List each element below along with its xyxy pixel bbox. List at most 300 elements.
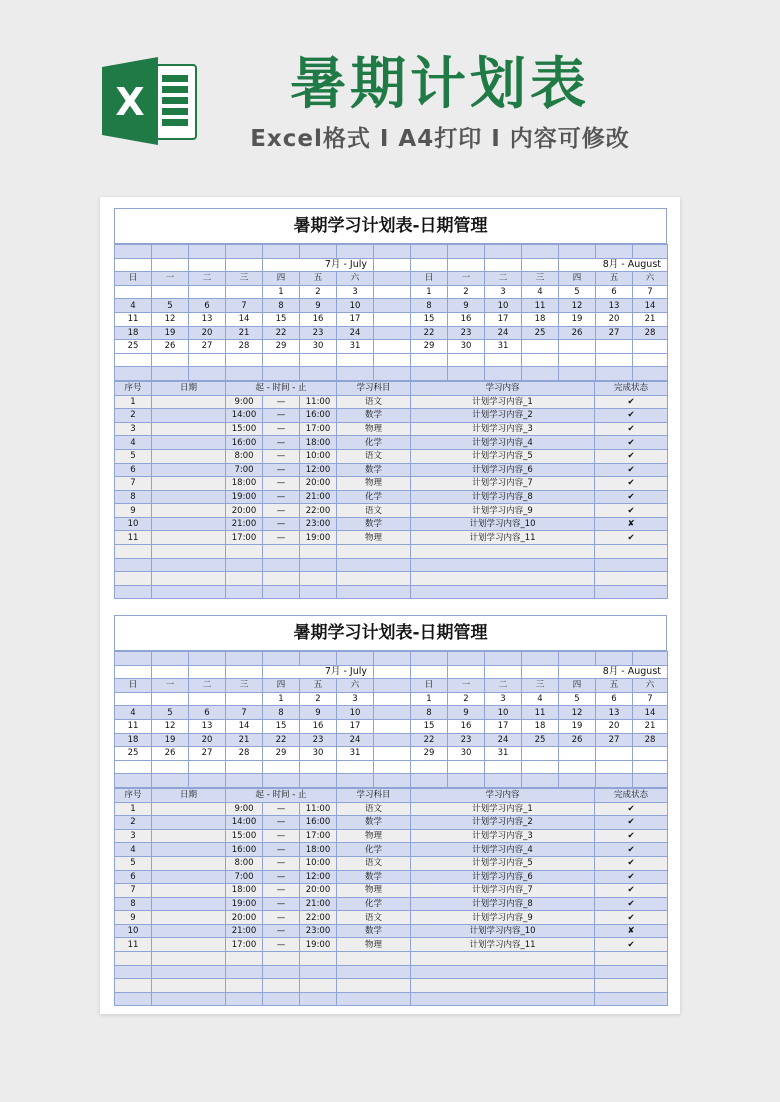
weekday-cell[interactable]: 五 xyxy=(300,272,337,286)
empty-cell[interactable] xyxy=(559,760,596,774)
start-time-cell[interactable]: 21:00 xyxy=(226,924,263,938)
empty-cell[interactable] xyxy=(115,558,152,572)
day-cell[interactable]: 19 xyxy=(152,326,189,340)
day-cell[interactable]: 18 xyxy=(522,719,559,733)
end-time-cell[interactable]: 23:00 xyxy=(300,517,337,531)
weekday-cell[interactable]: 日 xyxy=(115,679,152,693)
weekday-cell[interactable]: 三 xyxy=(522,679,559,693)
start-time-cell[interactable]: 16:00 xyxy=(226,436,263,450)
empty-cell[interactable] xyxy=(559,367,596,381)
empty-cell[interactable] xyxy=(152,760,189,774)
empty-cell[interactable] xyxy=(300,774,337,788)
empty-cell[interactable] xyxy=(448,774,485,788)
date-cell[interactable] xyxy=(152,422,226,436)
day-cell[interactable]: 27 xyxy=(596,326,633,340)
day-cell[interactable]: 5 xyxy=(559,285,596,299)
empty-cell[interactable] xyxy=(189,652,226,666)
empty-cell[interactable] xyxy=(263,652,300,666)
empty-cell[interactable] xyxy=(226,652,263,666)
day-cell[interactable]: 28 xyxy=(226,340,263,354)
empty-cell[interactable] xyxy=(152,774,189,788)
row-number[interactable]: 10 xyxy=(115,517,152,531)
status-cell[interactable]: ✔ xyxy=(595,531,668,545)
row-number[interactable]: 4 xyxy=(115,436,152,450)
weekday-cell[interactable]: 二 xyxy=(485,272,522,286)
end-time-cell[interactable]: 16:00 xyxy=(300,816,337,830)
day-cell[interactable]: 5 xyxy=(152,299,189,313)
time-separator[interactable]: — xyxy=(263,422,300,436)
date-cell[interactable] xyxy=(152,477,226,491)
day-cell[interactable]: 24 xyxy=(485,733,522,747)
day-cell[interactable]: 16 xyxy=(300,719,337,733)
day-cell[interactable]: 21 xyxy=(633,719,668,733)
day-cell[interactable]: 8 xyxy=(263,706,300,720)
empty-cell[interactable] xyxy=(559,353,596,367)
header-status[interactable]: 完成状态 xyxy=(595,381,668,395)
day-cell[interactable]: 30 xyxy=(300,747,337,761)
status-cell[interactable]: ✔ xyxy=(595,490,668,504)
empty-cell[interactable] xyxy=(337,245,374,259)
empty-cell[interactable] xyxy=(115,367,152,381)
day-cell[interactable]: 1 xyxy=(263,692,300,706)
weekday-cell[interactable]: 四 xyxy=(263,272,300,286)
empty-cell[interactable] xyxy=(115,760,152,774)
empty-cell[interactable] xyxy=(300,585,337,599)
empty-cell[interactable] xyxy=(189,353,226,367)
day-cell[interactable]: 23 xyxy=(448,326,485,340)
day-cell[interactable]: 18 xyxy=(115,733,152,747)
empty-cell[interactable] xyxy=(596,652,633,666)
day-cell[interactable]: 13 xyxy=(189,719,226,733)
empty-cell[interactable] xyxy=(411,367,448,381)
empty-cell[interactable] xyxy=(522,760,559,774)
empty-cell[interactable] xyxy=(595,992,668,1006)
row-number[interactable]: 3 xyxy=(115,829,152,843)
status-cell[interactable]: ✔ xyxy=(595,477,668,491)
status-cell[interactable]: ✔ xyxy=(595,856,668,870)
day-cell[interactable]: 31 xyxy=(337,747,374,761)
day-cell[interactable]: 11 xyxy=(115,312,152,326)
weekday-cell[interactable]: 五 xyxy=(596,272,633,286)
content-cell[interactable]: 计划学习内容_1 xyxy=(411,395,595,409)
subject-cell[interactable]: 物理 xyxy=(337,477,411,491)
empty-cell[interactable] xyxy=(300,760,337,774)
day-cell[interactable]: 11 xyxy=(115,719,152,733)
row-number[interactable]: 11 xyxy=(115,938,152,952)
empty-cell[interactable] xyxy=(411,545,595,559)
day-cell[interactable] xyxy=(115,285,152,299)
empty-cell[interactable] xyxy=(337,353,374,367)
day-cell[interactable] xyxy=(226,692,263,706)
day-cell[interactable]: 24 xyxy=(485,326,522,340)
day-cell[interactable]: 31 xyxy=(485,340,522,354)
empty-cell[interactable] xyxy=(263,545,300,559)
day-cell[interactable]: 15 xyxy=(263,312,300,326)
day-cell[interactable]: 6 xyxy=(596,285,633,299)
day-cell[interactable]: 4 xyxy=(522,285,559,299)
content-cell[interactable]: 计划学习内容_7 xyxy=(411,884,595,898)
subject-cell[interactable]: 语文 xyxy=(337,449,411,463)
empty-cell[interactable] xyxy=(448,760,485,774)
weekday-cell[interactable]: 三 xyxy=(226,272,263,286)
day-cell[interactable]: 7 xyxy=(633,692,668,706)
start-time-cell[interactable]: 15:00 xyxy=(226,829,263,843)
day-cell[interactable]: 28 xyxy=(226,747,263,761)
empty-cell[interactable] xyxy=(263,353,300,367)
empty-cell[interactable] xyxy=(374,706,411,720)
day-cell[interactable]: 13 xyxy=(189,312,226,326)
empty-cell[interactable] xyxy=(115,652,152,666)
day-cell[interactable]: 27 xyxy=(189,747,226,761)
day-cell[interactable]: 24 xyxy=(337,326,374,340)
empty-cell[interactable] xyxy=(374,258,411,272)
end-time-cell[interactable]: 10:00 xyxy=(300,856,337,870)
empty-cell[interactable] xyxy=(152,353,189,367)
empty-cell[interactable] xyxy=(374,245,411,259)
end-time-cell[interactable]: 12:00 xyxy=(300,463,337,477)
content-cell[interactable]: 计划学习内容_5 xyxy=(411,856,595,870)
day-cell[interactable]: 29 xyxy=(411,747,448,761)
time-separator[interactable]: — xyxy=(263,802,300,816)
empty-cell[interactable] xyxy=(559,774,596,788)
empty-cell[interactable] xyxy=(448,367,485,381)
day-cell[interactable]: 26 xyxy=(559,733,596,747)
end-time-cell[interactable]: 20:00 xyxy=(300,477,337,491)
header-no[interactable]: 序号 xyxy=(115,381,152,395)
empty-cell[interactable] xyxy=(596,760,633,774)
subject-cell[interactable]: 语文 xyxy=(337,504,411,518)
end-time-cell[interactable]: 17:00 xyxy=(300,422,337,436)
empty-cell[interactable] xyxy=(226,760,263,774)
empty-cell[interactable] xyxy=(374,272,411,286)
day-cell[interactable] xyxy=(152,692,189,706)
content-cell[interactable]: 计划学习内容_6 xyxy=(411,463,595,477)
day-cell[interactable]: 17 xyxy=(337,312,374,326)
day-cell[interactable]: 24 xyxy=(337,733,374,747)
status-cell[interactable]: ✔ xyxy=(595,843,668,857)
row-number[interactable]: 10 xyxy=(115,924,152,938)
status-cell[interactable]: ✔ xyxy=(595,449,668,463)
empty-cell[interactable] xyxy=(226,965,263,979)
status-cell[interactable]: ✔ xyxy=(595,463,668,477)
time-separator[interactable]: — xyxy=(263,924,300,938)
day-cell[interactable]: 25 xyxy=(115,747,152,761)
empty-cell[interactable] xyxy=(189,665,226,679)
empty-cell[interactable] xyxy=(189,258,226,272)
date-cell[interactable] xyxy=(152,517,226,531)
empty-cell[interactable] xyxy=(300,558,337,572)
empty-cell[interactable] xyxy=(263,558,300,572)
day-cell[interactable]: 31 xyxy=(337,340,374,354)
empty-cell[interactable] xyxy=(374,299,411,313)
day-cell[interactable]: 12 xyxy=(559,706,596,720)
day-cell[interactable]: 26 xyxy=(559,326,596,340)
day-cell[interactable]: 22 xyxy=(411,733,448,747)
empty-cell[interactable] xyxy=(152,992,226,1006)
empty-cell[interactable] xyxy=(263,585,300,599)
month-label-july[interactable]: 7月 - July xyxy=(263,665,374,679)
status-cell[interactable]: ✘ xyxy=(595,924,668,938)
day-cell[interactable]: 29 xyxy=(263,747,300,761)
day-cell[interactable]: 22 xyxy=(263,326,300,340)
day-cell[interactable]: 3 xyxy=(337,285,374,299)
empty-cell[interactable] xyxy=(485,245,522,259)
status-cell[interactable]: ✘ xyxy=(595,517,668,531)
day-cell[interactable]: 16 xyxy=(448,719,485,733)
day-cell[interactable]: 17 xyxy=(485,719,522,733)
date-cell[interactable] xyxy=(152,395,226,409)
empty-cell[interactable] xyxy=(485,774,522,788)
start-time-cell[interactable]: 14:00 xyxy=(226,816,263,830)
day-cell[interactable]: 22 xyxy=(411,326,448,340)
day-cell[interactable]: 30 xyxy=(448,340,485,354)
empty-cell[interactable] xyxy=(522,774,559,788)
day-cell[interactable]: 19 xyxy=(559,312,596,326)
day-cell[interactable]: 23 xyxy=(300,326,337,340)
empty-cell[interactable] xyxy=(485,258,522,272)
empty-cell[interactable] xyxy=(152,572,226,586)
empty-cell[interactable] xyxy=(411,652,448,666)
status-cell[interactable]: ✔ xyxy=(595,436,668,450)
day-cell[interactable]: 15 xyxy=(411,719,448,733)
day-cell[interactable]: 20 xyxy=(189,326,226,340)
day-cell[interactable]: 26 xyxy=(152,340,189,354)
day-cell[interactable]: 21 xyxy=(633,312,668,326)
day-cell[interactable]: 28 xyxy=(633,326,668,340)
row-number[interactable]: 11 xyxy=(115,531,152,545)
weekday-cell[interactable]: 一 xyxy=(152,272,189,286)
start-time-cell[interactable]: 7:00 xyxy=(226,463,263,477)
day-cell[interactable]: 10 xyxy=(485,299,522,313)
status-cell[interactable]: ✔ xyxy=(595,938,668,952)
date-cell[interactable] xyxy=(152,911,226,925)
date-cell[interactable] xyxy=(152,816,226,830)
row-number[interactable]: 3 xyxy=(115,422,152,436)
month-label-august[interactable]: 8月 - August xyxy=(559,665,668,679)
date-cell[interactable] xyxy=(152,802,226,816)
subject-cell[interactable]: 数学 xyxy=(337,924,411,938)
content-cell[interactable]: 计划学习内容_4 xyxy=(411,436,595,450)
day-cell[interactable]: 25 xyxy=(115,340,152,354)
header-content[interactable]: 学习内容 xyxy=(411,788,595,802)
day-cell[interactable]: 23 xyxy=(300,733,337,747)
empty-cell[interactable] xyxy=(485,760,522,774)
weekday-cell[interactable]: 日 xyxy=(411,679,448,693)
month-label-august[interactable]: 8月 - August xyxy=(559,258,668,272)
day-cell[interactable]: 9 xyxy=(448,299,485,313)
empty-cell[interactable] xyxy=(595,545,668,559)
empty-cell[interactable] xyxy=(411,965,595,979)
status-cell[interactable]: ✔ xyxy=(595,884,668,898)
row-number[interactable]: 2 xyxy=(115,409,152,423)
end-time-cell[interactable]: 20:00 xyxy=(300,884,337,898)
content-cell[interactable]: 计划学习内容_2 xyxy=(411,816,595,830)
header-subject[interactable]: 学习科目 xyxy=(337,381,411,395)
time-separator[interactable]: — xyxy=(263,531,300,545)
empty-cell[interactable] xyxy=(374,733,411,747)
empty-cell[interactable] xyxy=(374,340,411,354)
day-cell[interactable] xyxy=(559,747,596,761)
empty-cell[interactable] xyxy=(448,245,485,259)
day-cell[interactable]: 13 xyxy=(596,706,633,720)
day-cell[interactable]: 4 xyxy=(115,299,152,313)
day-cell[interactable]: 2 xyxy=(300,285,337,299)
empty-cell[interactable] xyxy=(374,679,411,693)
weekday-cell[interactable]: 五 xyxy=(300,679,337,693)
end-time-cell[interactable]: 21:00 xyxy=(300,897,337,911)
empty-cell[interactable] xyxy=(263,367,300,381)
empty-cell[interactable] xyxy=(226,774,263,788)
day-cell[interactable]: 10 xyxy=(485,706,522,720)
empty-cell[interactable] xyxy=(152,258,189,272)
day-cell[interactable]: 7 xyxy=(226,299,263,313)
row-number[interactable]: 1 xyxy=(115,395,152,409)
row-number[interactable]: 8 xyxy=(115,897,152,911)
weekday-cell[interactable]: 四 xyxy=(559,679,596,693)
day-cell[interactable]: 9 xyxy=(300,299,337,313)
status-cell[interactable]: ✔ xyxy=(595,802,668,816)
content-cell[interactable]: 计划学习内容_10 xyxy=(411,924,595,938)
row-number[interactable]: 7 xyxy=(115,884,152,898)
empty-cell[interactable] xyxy=(595,572,668,586)
empty-cell[interactable] xyxy=(115,979,152,993)
empty-cell[interactable] xyxy=(633,774,668,788)
empty-cell[interactable] xyxy=(189,760,226,774)
empty-cell[interactable] xyxy=(263,952,300,966)
day-cell[interactable]: 18 xyxy=(115,326,152,340)
empty-cell[interactable] xyxy=(300,353,337,367)
day-cell[interactable]: 14 xyxy=(633,706,668,720)
empty-cell[interactable] xyxy=(596,353,633,367)
empty-cell[interactable] xyxy=(374,367,411,381)
empty-cell[interactable] xyxy=(448,652,485,666)
date-cell[interactable] xyxy=(152,897,226,911)
day-cell[interactable]: 26 xyxy=(152,747,189,761)
empty-cell[interactable] xyxy=(189,245,226,259)
empty-cell[interactable] xyxy=(595,585,668,599)
time-separator[interactable]: — xyxy=(263,856,300,870)
empty-cell[interactable] xyxy=(152,652,189,666)
empty-cell[interactable] xyxy=(115,258,152,272)
time-separator[interactable]: — xyxy=(263,843,300,857)
subject-cell[interactable]: 语文 xyxy=(337,856,411,870)
day-cell[interactable]: 19 xyxy=(559,719,596,733)
empty-cell[interactable] xyxy=(152,965,226,979)
empty-cell[interactable] xyxy=(633,652,668,666)
empty-cell[interactable] xyxy=(595,952,668,966)
subject-cell[interactable]: 物理 xyxy=(337,531,411,545)
day-cell[interactable]: 12 xyxy=(559,299,596,313)
subject-cell[interactable]: 物理 xyxy=(337,938,411,952)
day-cell[interactable]: 22 xyxy=(263,733,300,747)
day-cell[interactable]: 21 xyxy=(226,326,263,340)
weekday-cell[interactable]: 三 xyxy=(522,272,559,286)
start-time-cell[interactable]: 18:00 xyxy=(226,884,263,898)
day-cell[interactable]: 10 xyxy=(337,299,374,313)
day-cell[interactable]: 14 xyxy=(226,719,263,733)
day-cell[interactable]: 16 xyxy=(300,312,337,326)
weekday-cell[interactable]: 六 xyxy=(633,272,668,286)
empty-cell[interactable] xyxy=(152,367,189,381)
empty-cell[interactable] xyxy=(115,952,152,966)
day-cell[interactable] xyxy=(226,285,263,299)
weekday-cell[interactable]: 六 xyxy=(337,679,374,693)
empty-cell[interactable] xyxy=(595,979,668,993)
day-cell[interactable]: 25 xyxy=(522,733,559,747)
time-separator[interactable]: — xyxy=(263,463,300,477)
header-status[interactable]: 完成状态 xyxy=(595,788,668,802)
weekday-cell[interactable]: 一 xyxy=(448,272,485,286)
day-cell[interactable]: 1 xyxy=(263,285,300,299)
empty-cell[interactable] xyxy=(411,258,448,272)
day-cell[interactable]: 15 xyxy=(263,719,300,733)
status-cell[interactable]: ✔ xyxy=(595,504,668,518)
day-cell[interactable] xyxy=(633,340,668,354)
empty-cell[interactable] xyxy=(411,245,448,259)
empty-cell[interactable] xyxy=(226,952,263,966)
weekday-cell[interactable]: 二 xyxy=(189,679,226,693)
empty-cell[interactable] xyxy=(337,992,411,1006)
day-cell[interactable]: 3 xyxy=(337,692,374,706)
day-cell[interactable]: 20 xyxy=(596,719,633,733)
empty-cell[interactable] xyxy=(596,367,633,381)
empty-cell[interactable] xyxy=(522,245,559,259)
day-cell[interactable]: 25 xyxy=(522,326,559,340)
empty-cell[interactable] xyxy=(189,774,226,788)
start-time-cell[interactable]: 9:00 xyxy=(226,395,263,409)
time-separator[interactable]: — xyxy=(263,449,300,463)
day-cell[interactable]: 21 xyxy=(226,733,263,747)
start-time-cell[interactable]: 8:00 xyxy=(226,856,263,870)
start-time-cell[interactable]: 16:00 xyxy=(226,843,263,857)
start-time-cell[interactable]: 21:00 xyxy=(226,517,263,531)
empty-cell[interactable] xyxy=(189,367,226,381)
day-cell[interactable]: 8 xyxy=(263,299,300,313)
empty-cell[interactable] xyxy=(374,747,411,761)
empty-cell[interactable] xyxy=(115,545,152,559)
end-time-cell[interactable]: 19:00 xyxy=(300,938,337,952)
empty-cell[interactable] xyxy=(411,665,448,679)
empty-cell[interactable] xyxy=(115,665,152,679)
empty-cell[interactable] xyxy=(374,285,411,299)
content-cell[interactable]: 计划学习内容_3 xyxy=(411,829,595,843)
day-cell[interactable]: 30 xyxy=(300,340,337,354)
end-time-cell[interactable]: 11:00 xyxy=(300,395,337,409)
empty-cell[interactable] xyxy=(485,367,522,381)
empty-cell[interactable] xyxy=(633,353,668,367)
day-cell[interactable]: 10 xyxy=(337,706,374,720)
day-cell[interactable]: 18 xyxy=(522,312,559,326)
empty-cell[interactable] xyxy=(522,353,559,367)
day-cell[interactable]: 6 xyxy=(189,706,226,720)
weekday-cell[interactable]: 六 xyxy=(633,679,668,693)
end-time-cell[interactable]: 12:00 xyxy=(300,870,337,884)
end-time-cell[interactable]: 18:00 xyxy=(300,436,337,450)
empty-cell[interactable] xyxy=(374,760,411,774)
day-cell[interactable]: 27 xyxy=(596,733,633,747)
status-cell[interactable]: ✔ xyxy=(595,395,668,409)
row-number[interactable]: 1 xyxy=(115,802,152,816)
day-cell[interactable]: 5 xyxy=(152,706,189,720)
day-cell[interactable]: 31 xyxy=(485,747,522,761)
empty-cell[interactable] xyxy=(485,353,522,367)
empty-cell[interactable] xyxy=(115,774,152,788)
empty-cell[interactable] xyxy=(263,992,300,1006)
content-cell[interactable]: 计划学习内容_11 xyxy=(411,531,595,545)
date-cell[interactable] xyxy=(152,843,226,857)
date-cell[interactable] xyxy=(152,531,226,545)
empty-cell[interactable] xyxy=(300,952,337,966)
